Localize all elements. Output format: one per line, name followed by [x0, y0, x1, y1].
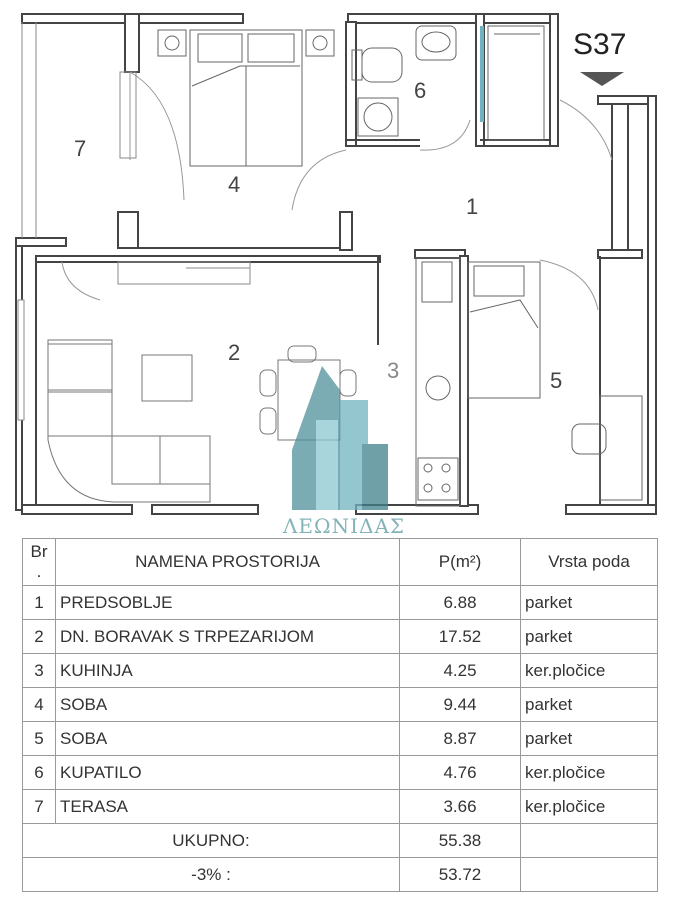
reduced-total-area: 53.72	[400, 858, 521, 892]
room-number-2: 2	[228, 340, 241, 365]
row-room-name: TERASA	[56, 790, 400, 824]
table-header-row	[23, 539, 658, 586]
total-label: UKUPNO:	[23, 824, 400, 858]
reduced-total-row	[23, 858, 658, 892]
reduced-total-label: -3% :	[23, 858, 400, 892]
header-number: Br .	[23, 539, 56, 586]
watermark-text: ΛΕΩΝΙΔΑΣ	[282, 514, 406, 538]
room-number-5: 5	[550, 368, 563, 393]
header-area: P(m²)	[400, 539, 521, 586]
room-number-7: 7	[74, 136, 87, 161]
row-number: 7	[23, 790, 56, 824]
total-area: 55.38	[400, 824, 521, 858]
row-number: 5	[23, 722, 56, 756]
row-number: 2	[23, 620, 56, 654]
room-number-1: 1	[466, 194, 479, 219]
row-room-name: PREDSOBLJE	[56, 586, 400, 620]
door-swings	[62, 72, 612, 310]
row-floor-type: ker.pločice	[521, 756, 658, 790]
room-number-4: 4	[228, 172, 241, 197]
room-number-3: 3	[387, 358, 400, 383]
header-floor-type: Vrsta poda	[521, 539, 658, 586]
table-row	[23, 722, 658, 756]
row-area: 8.87	[400, 722, 521, 756]
north-arrow-icon	[580, 72, 624, 86]
row-number: 4	[23, 688, 56, 722]
sofa	[48, 340, 210, 502]
row-floor-type: parket	[521, 688, 658, 722]
row-room-name: DN. BORAVAK S TRPEZARIJOM	[56, 620, 400, 654]
table-row	[23, 688, 658, 722]
bathroom-fixtures	[352, 26, 544, 140]
row-area: 17.52	[400, 620, 521, 654]
row-area: 3.66	[400, 790, 521, 824]
header-room-name: NAMENA PROSTORIJA	[56, 539, 400, 586]
kitchen-counter	[416, 258, 460, 506]
row-floor-type: ker.pločice	[521, 790, 658, 824]
room-area-table	[22, 538, 658, 892]
table-row	[23, 790, 658, 824]
unit-label: S37	[573, 28, 627, 61]
row-area: 6.88	[400, 586, 521, 620]
row-number: 6	[23, 756, 56, 790]
row-number: 3	[23, 654, 56, 688]
row-floor-type: parket	[521, 620, 658, 654]
row-room-name: SOBA	[56, 722, 400, 756]
table-row	[23, 756, 658, 790]
table-row	[23, 620, 658, 654]
row-area: 4.76	[400, 756, 521, 790]
row-room-name: KUPATILO	[56, 756, 400, 790]
total-empty-cell	[521, 824, 658, 858]
row-room-name: SOBA	[56, 688, 400, 722]
row-floor-type: parket	[521, 586, 658, 620]
row-floor-type: ker.pločice	[521, 654, 658, 688]
row-area: 4.25	[400, 654, 521, 688]
table-row	[23, 654, 658, 688]
row-floor-type: parket	[521, 722, 658, 756]
double-bed	[158, 30, 334, 166]
row-area: 9.44	[400, 688, 521, 722]
row-number: 1	[23, 586, 56, 620]
reduced-empty-cell	[521, 858, 658, 892]
total-row	[23, 824, 658, 858]
room-number-6: 6	[414, 78, 427, 103]
row-room-name: KUHINJA	[56, 654, 400, 688]
table-row	[23, 586, 658, 620]
